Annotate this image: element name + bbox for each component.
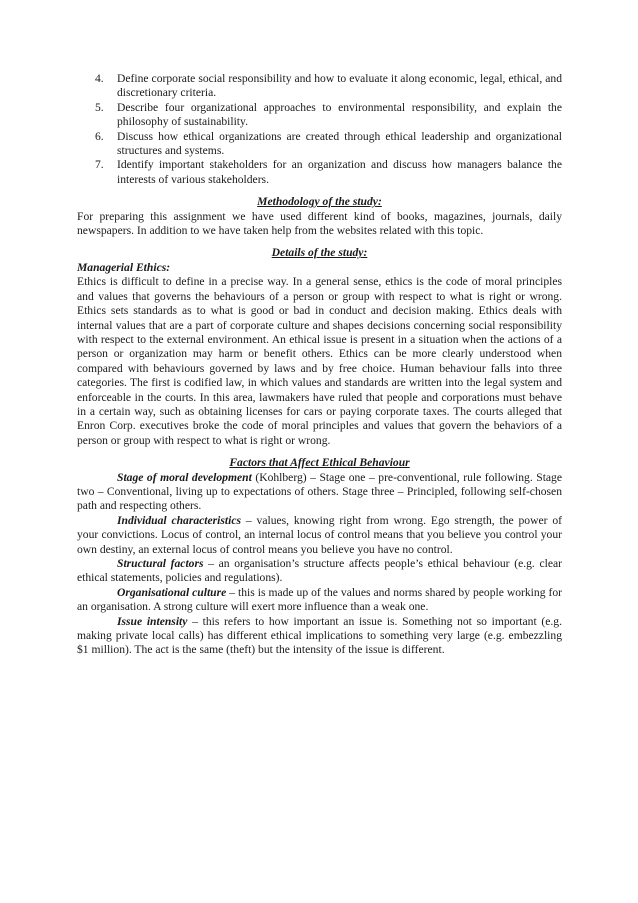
details-heading: Details of the study:: [271, 246, 368, 260]
factor-paragraph: [77, 557, 562, 586]
factor-text: – an organisation’s structure affects people’s ethical behaviour (e.g. clear ethical statements, policies and regulations).: [77, 557, 562, 585]
list-item: [77, 130, 562, 159]
factor-text: – values, knowing right from wrong. Ego strength, the power of your convictions. Locus of control, an internal locus of control means that you believe you control your own destiny, an external locus of control means you believe you have no control.: [77, 513, 562, 556]
factors-heading: Factors that Affect Ethical Behaviour: [229, 456, 410, 470]
objectives-list: [77, 72, 562, 187]
factor-text: – this is made up of the values and norms shared by people working for an organisation. A strong culture will exert more influence than a weak one.: [77, 585, 562, 614]
factor-text: (Kohlberg) – Stage one – pre-conventional, rule following. Stage two – Conventional, living up to expectations of others. Stage three – Principled, following self-chosen path and respecting others.: [77, 470, 562, 513]
factor-text: – this refers to how important an issue is. Something not so important (e.g. making private local calls) has different ethical implications to something very large (e.g. embezzling $1 million). The act is the same (theft) but the intensity of the issue is different.: [77, 614, 562, 657]
managerial-ethics-paragraph: Ethics is difficult to define in a precise way. In a general sense, ethics is the code of moral principles and values that governs the behaviours of a person or group with respect to what is right or wrong. Ethics sets standards as to what is good or bad in conduct and decision making. Ethics deals with internal values that are a part of corporate culture and shapes decisions concerning social responsibility with respect to the external environment. An ethical issue is present in a situation when the actions of a person or organization may harm or benefit others. Ethics can be more clearly understood when compared with behaviours governed by laws and by free choice. Human behaviour falls into three categories. The first is codified law, in which values and standards are written into the legal system and enforceable in the courts. In this area, lawmakers have ruled that people and corporations must behave in a certain way, such as obtaining licenses for cars or paying corporate taxes. The courts alleged that Enron Corp. executives broke the code of moral principles and values that govern the behaviors of a person or group with respect to what is right or wrong.: [77, 275, 562, 447]
list-item: [77, 72, 562, 101]
methodology-paragraph: For preparing this assignment we have used different kind of books, magazines, journals, daily newspapers. In addition to we have taken help from the websites related with this topic.: [77, 209, 562, 238]
factor-term: Stage of moral development: [117, 470, 252, 484]
list-item-text: Describe four organizational approaches to environmental responsibility, and explain the philosophy of sustainability.: [117, 100, 562, 129]
list-item: [77, 101, 562, 130]
list-item-text: Identify important stakeholders for an organization and discuss how managers balance the interests of various stakeholders.: [117, 158, 562, 186]
list-item-number: 7.: [95, 158, 104, 172]
factor-term: Structural factors: [117, 557, 204, 570]
factor-paragraph: [77, 586, 562, 615]
list-item-number: 4.: [95, 72, 104, 85]
factor-term: Issue intensity: [117, 614, 188, 628]
factor-term: Organisational culture: [117, 585, 227, 599]
factor-term: Individual characteristics: [117, 513, 242, 527]
methodology-heading: Methodology of the study:: [257, 195, 382, 209]
managerial-ethics-subheading: Managerial Ethics:: [77, 260, 171, 274]
list-item: [77, 158, 562, 187]
document-page: [77, 72, 562, 658]
factor-paragraph: [77, 471, 562, 514]
factor-paragraph: [77, 615, 562, 658]
list-item-text: Discuss how ethical organizations are created through ethical leadership and organizational structures and systems.: [117, 129, 562, 158]
list-item-number: 6.: [95, 129, 104, 143]
factor-paragraph: [77, 514, 562, 557]
list-item-text: Define corporate social responsibility and how to evaluate it along economic, legal, ethical, and discretionary criteria.: [117, 72, 562, 100]
list-item-number: 5.: [95, 100, 104, 114]
